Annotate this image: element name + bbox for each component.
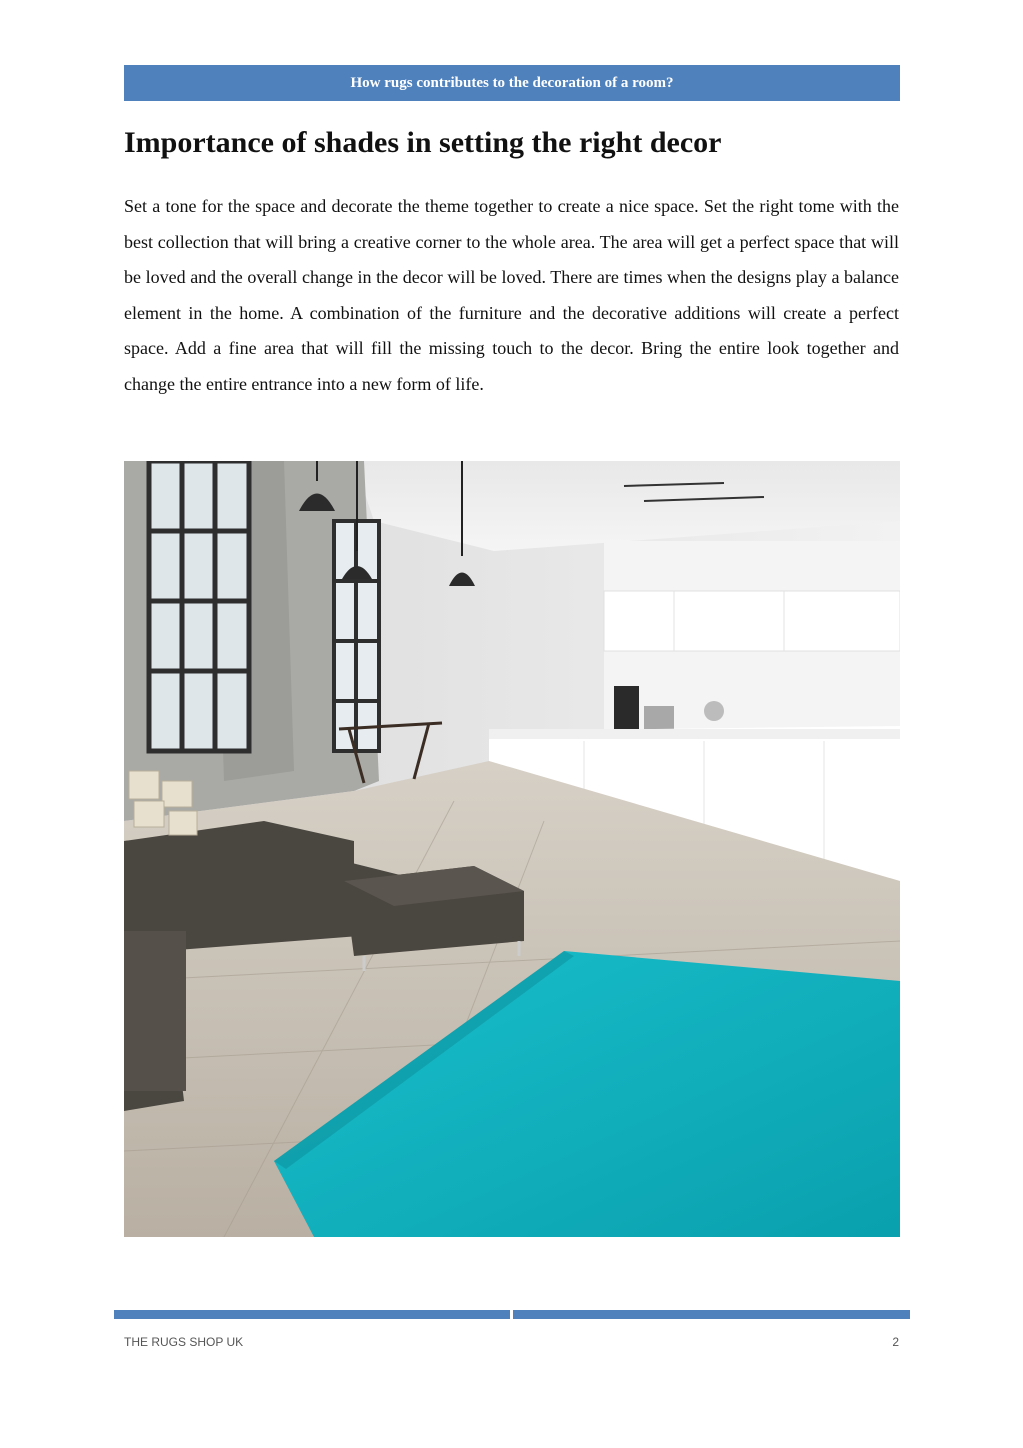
footer-rule-right: [513, 1310, 910, 1319]
body-paragraph: Set a tone for the space and decorate the theme together to create a nice space. Set the right tome with the best collection that will bring a creative corner to the whole area. The area will get a perfect space that will be loved and the overall change in the decor will be loved. There are times when the designs play a balance element in the home. A combination of the furniture and the decorative additions will create a perfect space. Add a fine area that will fill the missing touch to the decor. Bring the entire look together and change the entire entrance into a new form of life.: [124, 196, 899, 394]
section-heading: Importance of shades in setting the right decor: [124, 126, 722, 159]
footer-rule-left: [114, 1310, 510, 1319]
running-header-title: How rugs contributes to the decoration of a room?: [350, 74, 674, 91]
room-illustration: [124, 461, 900, 1237]
footer-rule: [114, 1310, 910, 1319]
window-left: [149, 461, 249, 751]
page-number: 2: [892, 1335, 899, 1349]
room-photo: [124, 461, 900, 1237]
running-header: [124, 65, 900, 101]
footer-brand: THE RUGS SHOP UK: [124, 1335, 244, 1349]
